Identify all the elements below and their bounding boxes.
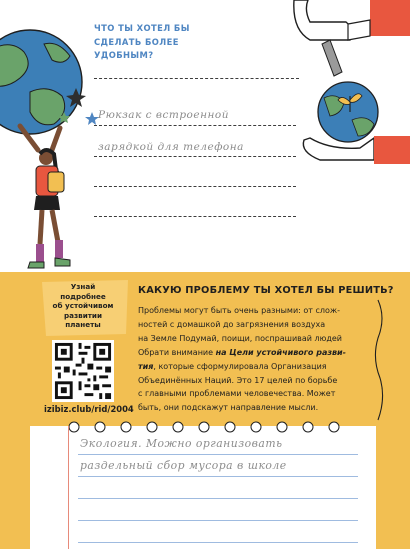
question-line: ЧТО ТЫ ХОТЕЛ БЫ <box>94 23 190 33</box>
section-heading: КАКУЮ ПРОБЛЕМУ ТЫ ХОТЕЛ БЫ РЕШИТЬ? <box>138 285 394 296</box>
question-prompt <box>94 22 214 63</box>
writing-line[interactable] <box>94 125 296 126</box>
body-line: на Земле Подумай, поищи, поспрашивай людей <box>138 333 342 343</box>
writing-line[interactable] <box>94 186 296 187</box>
body-line-text: , которые сформулировала Организация <box>153 361 327 371</box>
notebook-line[interactable] <box>78 498 358 499</box>
body-line <box>138 346 390 360</box>
handwritten-answer-line: зарядкой для телефона <box>98 141 244 153</box>
notebook-line[interactable] <box>78 542 358 543</box>
notebook-line[interactable] <box>78 476 358 477</box>
body-line: Объединённых Наций. Это 17 целей по борьбе <box>138 375 338 385</box>
body-emphasis: на Цели устойчивого разви- <box>215 347 346 357</box>
qr-caption-line: Узнай <box>70 282 96 291</box>
notebook-line[interactable] <box>78 520 358 521</box>
writing-line[interactable] <box>94 156 296 157</box>
section-body-text <box>138 304 390 415</box>
qr-code[interactable] <box>52 340 114 402</box>
body-line <box>138 360 390 374</box>
body-line: быть, они подскажут направление мысли. <box>138 403 319 413</box>
body-line: с главными проблемами человечества. Может <box>138 389 336 399</box>
qr-caption-line: планеты <box>65 320 101 330</box>
body-line: ностей с домашкой до загрязнения воздуха <box>138 319 326 329</box>
notebook-spiral-rings <box>30 417 376 437</box>
hands-watering-planet-illustration <box>290 0 410 180</box>
qr-caption-line: подробнее <box>60 291 106 301</box>
handwritten-answer-line: Экология. Можно организовать <box>80 437 283 450</box>
qr-link[interactable]: izibiz.club/rid/2004 <box>44 404 134 414</box>
question-line: УДОБНЫМ? <box>94 50 154 61</box>
notebook-line[interactable] <box>78 454 358 455</box>
handwritten-answer-line: раздельный сбор мусора в школе <box>80 459 287 472</box>
decorative-squiggle <box>372 298 392 422</box>
writing-line[interactable] <box>94 78 299 79</box>
notebook-margin-line <box>68 426 69 549</box>
handwritten-answer-line: Рюкзак с встроенной <box>98 109 230 121</box>
body-emphasis: тия <box>138 361 154 371</box>
writing-line[interactable] <box>94 216 296 217</box>
body-line-text: Обрати внимание <box>138 347 216 357</box>
body-line: Проблемы могут быть очень разными: от слож- <box>138 306 340 315</box>
qr-caption-line: развитии <box>64 310 102 320</box>
qr-caption <box>46 282 120 330</box>
qr-caption-line: об устойчивом <box>52 301 114 311</box>
question-line: СДЕЛАТЬ БОЛЕЕ <box>94 36 179 47</box>
